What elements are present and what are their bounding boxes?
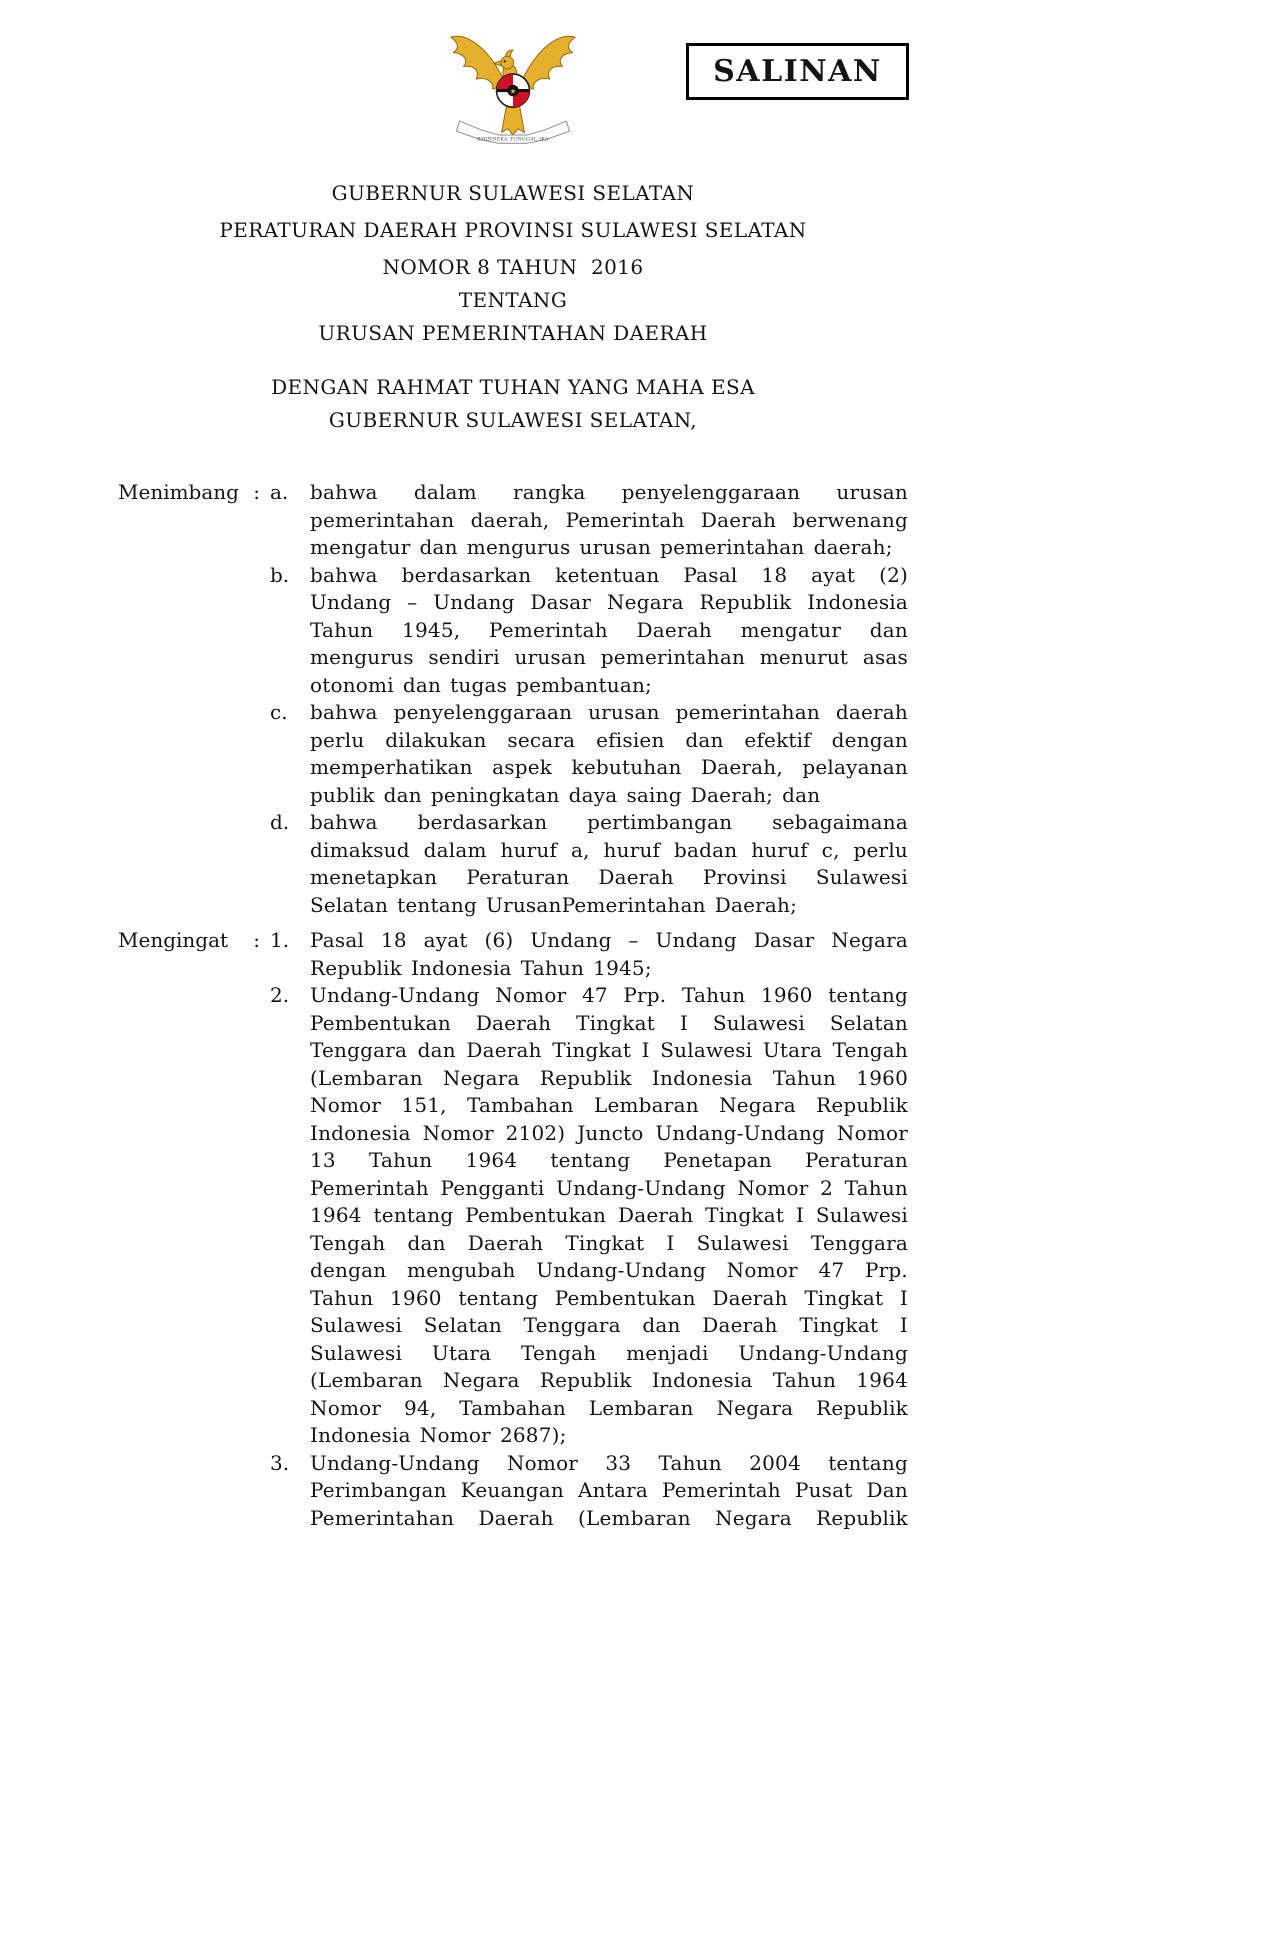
pancasila-star-icon: ★	[509, 87, 517, 96]
item-marker: c.	[270, 700, 288, 724]
item-text: bahwa penyelenggaraan urusan pemerintahan daerah perlu dilakukan secara efisien dan efektif dengan memperhatikan aspek kebutuhan Daerah, pelayanan publik dan peningkatan daya saing Daerah; dan	[310, 700, 908, 807]
title-peraturan: PERATURAN DAERAH PROVINSI SULAWESI SELATAN	[219, 218, 807, 242]
mengingat-label: Mengingat	[118, 928, 229, 952]
item-marker: a.	[270, 480, 289, 504]
item-marker: b.	[270, 562, 290, 587]
menimbang-items	[270, 479, 908, 919]
menimbang-head	[118, 479, 270, 919]
item-text: Undang-Undang Nomor 33 Tahun 2004 tentang Perimbangan Keuangan Antara Pemerintah Pusat Dan Pemerintahan Daerah (Lembaran Negara Republik	[310, 1450, 908, 1530]
document-body	[118, 479, 908, 1532]
item-marker: d.	[270, 810, 290, 834]
menimbang-item-c	[270, 699, 908, 809]
title-gubernur: GUBERNUR SULAWESI SELATAN	[331, 181, 695, 205]
document-content	[118, 0, 908, 1532]
item-text: bahwa dalam rangka penyelenggaraan urusan pemerintahan daerah, Pemerintah Daerah berwenang mengatur dan mengurus urusan pemerintahan daerah;	[310, 480, 908, 559]
menimbang-section	[118, 479, 908, 919]
item-marker: 1.	[270, 928, 290, 952]
menimbang-item-a	[270, 479, 908, 562]
title-tentang: TENTANG	[458, 288, 568, 312]
salinan-stamp-label: SALINAN	[713, 54, 882, 89]
garuda-head	[501, 56, 514, 69]
item-text: Pasal 18 ayat (6) Undang – Undang Dasar Negara Republik Indonesia Tahun 1945;	[310, 928, 908, 980]
mengingat-colon: :	[253, 928, 260, 952]
menimbang-label: Menimbang	[118, 480, 239, 504]
title-gubernur-comma: GUBERNUR SULAWESI SELATAN,	[328, 408, 698, 432]
pancasila-shield	[496, 74, 529, 107]
mengingat-item-3	[270, 1450, 908, 1533]
mengingat-item-2	[270, 982, 908, 1450]
item-marker: 3.	[270, 1450, 290, 1475]
item-text: bahwa berdasarkan pertimbangan sebagaimana dimaksud dalam huruf a, huruf badan huruf c, perlu menetapkan Peraturan Daerah Provinsi Sulawesi Selatan tentang UrusanPemerintahan Daerah;	[310, 810, 908, 917]
title-subject: URUSAN PEMERINTAHAN DAERAH	[318, 321, 708, 345]
mengingat-head	[118, 927, 270, 1532]
mengingat-section	[118, 927, 908, 1532]
document-title-block	[118, 177, 908, 437]
menimbang-item-d	[270, 809, 908, 919]
mengingat-items	[270, 927, 908, 1532]
garuda-pancasila-emblem-icon	[443, 22, 583, 149]
item-text: bahwa berdasarkan ketentuan Pasal 18 ayat (2) Undang – Undang Dasar Negara Republik Indonesia Tahun 1945, Pemerintah Daerah mengatur dan mengurus sendiri urusan pemerintahan menurut asas otonomi dan tugas pembantuan;	[310, 562, 908, 697]
item-text: Undang-Undang Nomor 47 Prp. Tahun 1960 tentang Pembentukan Daerah Tingkat I Sulawesi Selatan Tenggara dan Daerah Tingkat I Sulawesi Utara Tengah (Lembaran Negara Republik Indonesia Tahun 1960 Nomor 151, Tambahan Lembaran Negara Republik Indonesia Nomor 2102) Juncto Undang-Undang Nomor 13 Tahun 1964 tentang Penetapan Peraturan Pemerintah Pengganti Undang-Undang Nomor 2 Tahun 1964 tentang Pembentukan Daerah Tingkat I Sulawesi Tengah dan Daerah Tingkat I Sulawesi Tenggara dengan mengubah Undang-Undang Nomor 47 Prp. Tahun 1960 tentang Pembentukan Daerah Tingkat I Sulawesi Selatan Tenggara dan Daerah Tingkat I Sulawesi Utara Tengah menjadi Undang-Undang (Lembaran Negara Republik Indonesia Tahun 1964 Nomor 94, Tambahan Lembaran Negara Republik Indonesia Nomor 2687);	[310, 983, 908, 1447]
title-nomor-tahun: NOMOR 8 TAHUN 2016	[382, 255, 644, 279]
garuda-eye	[504, 60, 506, 62]
menimbang-colon: :	[253, 480, 260, 504]
emblem-wrap	[118, 0, 908, 153]
menimbang-item-b	[270, 562, 908, 700]
item-marker: 2.	[270, 983, 290, 1007]
emblem-motto-text: BHINNEKA TUNGGAL IKA	[477, 137, 549, 143]
garuda-tail	[502, 105, 525, 135]
title-rahmat: DENGAN RAHMAT TUHAN YANG MAHA ESA	[271, 375, 755, 399]
mengingat-item-1	[270, 927, 908, 982]
